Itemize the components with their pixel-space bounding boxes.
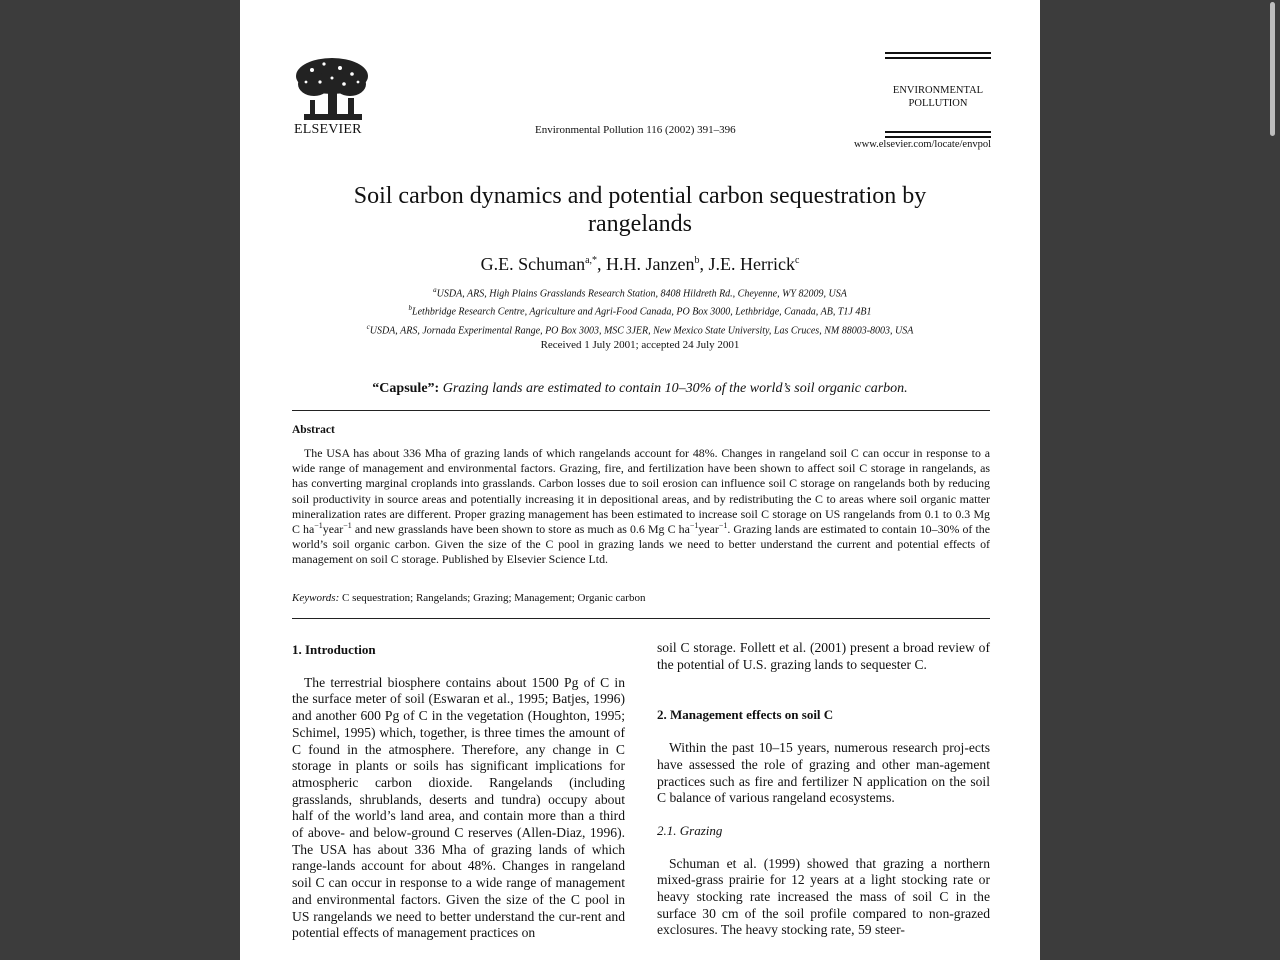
paragraph: Schuman et al. (1999) showed that grazing a northern mixed-grass prairie for 12 years at a light stocking rate or heavy stocking rate increased the mass of soil C in the surface 30 cm of the soil profile compared to non-grazed exclosures. The heavy stocking rate, 59 steer- [657,855,990,938]
section-heading-introduction: 1. Introduction [292,642,376,657]
affiliations [240,283,1040,338]
capsule [240,381,1040,397]
article-title: Soil carbon dynamics and potential carbon sequestration by rangelands [353,183,927,237]
journal-citation: Environmental Pollution 116 (2002) 391–396 [535,124,736,136]
author-sup: a,* [585,255,598,266]
capsule-label: “Capsule”: [372,381,440,396]
keywords-label: Keywords: [292,592,340,604]
author-list: G.E. Schuman$^{a,*}$, H.H. Janzen$^b$, J.E. Herrick$^c$ [480,254,800,274]
author-sup: c [794,255,800,266]
divider [292,618,990,619]
affiliation: $^c$USDA, ARS, Jornada Experimental Range, PO Box 3003, MSC 3JER, New Mexico State University, Las Cruces, NM 88003-8003, USA [366,322,914,336]
subsection-heading-grazing: 2.1. Grazing [657,822,723,838]
author-sup: b [694,255,700,266]
affiliation: $^b$Lethbridge Research Centre, Agriculture and Agri-Food Canada, PO Box 3000, Lethbridge, Canada, AB, T1J 4B1 [408,304,872,318]
column-right [657,640,990,939]
author-name: H.H. Janzen [606,254,695,274]
paragraph: The terrestrial biosphere contains about 1500 Pg of C in the surface meter of soil (Eswaran et al., 1995; Batjes, 1996) and another 600 Pg of C in the vegetation (Houghton, 1995; Schimel, 1995) which, together, is three times the amount of C found in the atmosphere. Therefore, any change in C storage in plants or soils has significant implications for atmospheric carbon dioxide. Rangelands (including grasslands, shrublands, deserts and tundra) occupy about half of the world’s land area, and contain more than a third of above- and below-ground C reserves (Allen-Diaz, 1996). The USA has about 336 Mha of grazing lands of which range-lands account for about 48%. Changes in rangeland soil C can occur in response to a wide range of management and environmental factors. Given the size of the C pool in US rangelands we need to better understand the cur-rent and potential effects of management practices on [292,674,625,941]
abstract-heading: Abstract [292,424,335,436]
pdf-page [240,0,1040,960]
publisher-name: ELSEVIER [294,122,362,137]
paragraph: soil C storage. Follett et al. (2001) present a broad review of the potential of U.S. grazing lands to sequester C. [657,640,990,672]
received-dates: Received 1 July 2001; accepted 24 July 2001 [540,339,740,351]
author-name: J.E. Herrick [708,254,795,274]
masthead-rule-bottom [885,131,991,138]
paragraph: Within the past 10–15 years, numerous research proj-ects have assessed the role of grazing and other man-agement practices such as fire and fertilizer N application on the soil C balance of various rangeland ecosystems. [657,740,990,806]
scrollbar-thumb[interactable] [1270,2,1275,136]
journal-masthead [885,52,991,138]
column-left [292,640,625,942]
author-name: G.E. Schuman [480,254,586,274]
abstract-text: The USA has about 336 Mha of grazing lands of which rangelands account for 48%. Changes in rangeland soil C can occur in response to a wide range of management and environmental factors. Grazing, fire, and fertilization have been shown to affect soil C storage in rangelands, as has converting marginal croplands into grasslands. Carbon losses due to soil erosion can influence soil C storage on rangelands both by reducing soil productivity in source areas and potentially increasing it in depositional areas, and by redistributing the C to areas where soil organic matter mineralization rates are different. Proper grazing management has been estimated to increase soil C storage on US rangelands from 0.1 to 0.3 Mg C $ha^{-1}year^{-1}$ and new grasslands have been shown to store as much as 0.6 Mg C $ha^{-1}year^{-1}$. Grazing lands are estimated to contain 10–30% of the world’s soil organic carbon. Given the size of the C pool in grazing lands we need to better understand the current and potential effects of management on soil C storage. Published by Elsevier Science Ltd. [292,446,990,567]
vertical-scrollbar[interactable] [1268,0,1276,960]
keywords [292,592,645,604]
affiliation: $^a$USDA, ARS, High Plains Grasslands Research Station, 8408 Hildreth Rd., Cheyenne, WY 82009, USA [433,286,847,300]
capsule-text: Grazing lands are estimated to contain 10–30% of the world’s soil organic carbon. [442,381,908,396]
elsevier-tree-logo-icon [292,54,372,124]
journal-url[interactable]: www.elsevier.com/locate/envpol [854,139,991,150]
divider [292,410,990,411]
masthead-rule-top [885,52,991,59]
section-heading-management: 2. Management effects on soil C [657,707,834,723]
journal-name: ENVIRONMENTAL POLLUTION [892,85,984,109]
keywords-list: C sequestration; Rangelands; Grazing; Management; Organic carbon [342,592,646,604]
